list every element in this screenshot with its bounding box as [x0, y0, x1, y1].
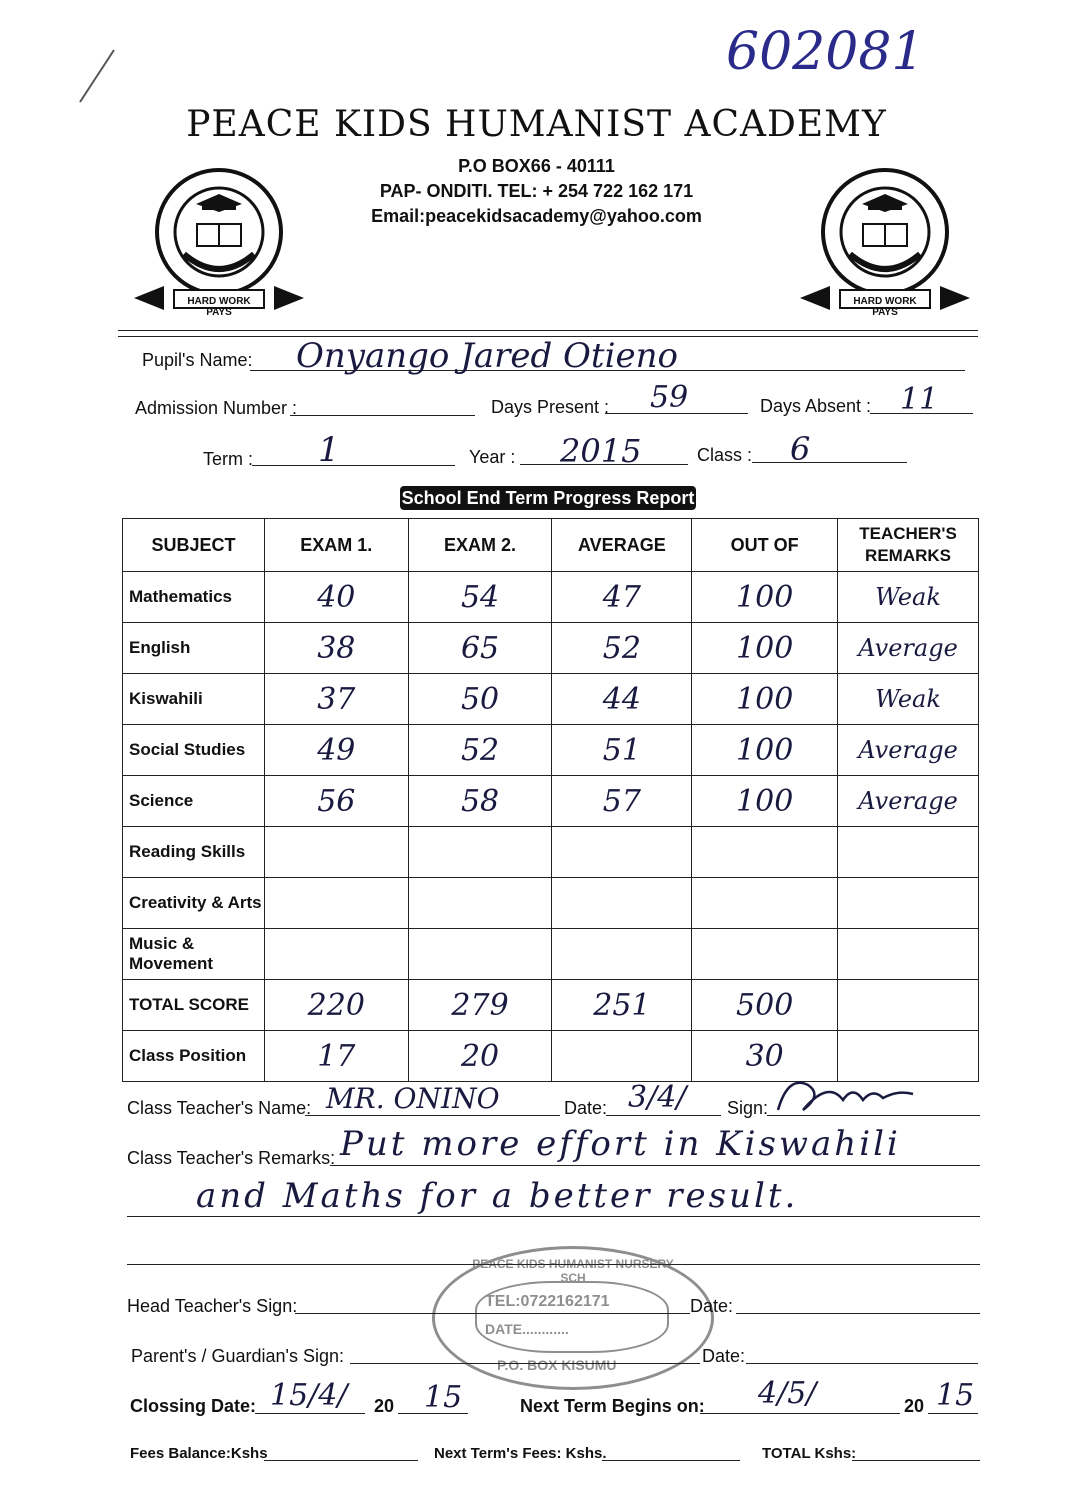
- remarks-cell: [838, 929, 979, 980]
- fees-balance-line: [264, 1460, 418, 1461]
- subject-cell: Mathematics: [123, 572, 265, 623]
- exam-1-cell: 37: [264, 674, 408, 725]
- header-subject: SUBJECT: [123, 519, 265, 572]
- class-value: 6: [790, 430, 811, 468]
- average-cell: 44: [552, 674, 692, 725]
- parent-sign-line: [350, 1363, 700, 1364]
- table-row: [123, 776, 979, 827]
- subject-cell: Kiswahili: [123, 674, 265, 725]
- year-value: 2015: [560, 432, 642, 470]
- out-of-cell: 100: [692, 776, 838, 827]
- average-cell: [552, 827, 692, 878]
- class-teacher-remarks-label: Class Teacher's Remarks:: [127, 1148, 336, 1168]
- table-row: [123, 878, 979, 929]
- next-term-fees-line: [602, 1460, 740, 1461]
- next-term-fees-label: Next Term's Fees: Kshs.: [434, 1445, 607, 1462]
- pupil-name-label: Pupil's Name:: [142, 350, 253, 370]
- year-label: Year :: [469, 447, 516, 467]
- subject-cell: Class Position: [123, 1031, 265, 1082]
- date-label: Date:: [564, 1098, 608, 1118]
- term-value: 1: [318, 430, 340, 470]
- stamp-date: DATE............: [485, 1321, 569, 1337]
- exam-1-cell: [264, 929, 408, 980]
- exam-1-cell: 17: [264, 1031, 408, 1082]
- parent-date-label: Date:: [702, 1346, 746, 1366]
- table-row: [123, 572, 979, 623]
- next-year-suffix: 15: [936, 1378, 975, 1413]
- subject-cell: TOTAL SCORE: [123, 980, 265, 1031]
- exam-2-cell: 20: [408, 1031, 552, 1082]
- subject-cell: Science: [123, 776, 265, 827]
- next-term-label: Next Term Begins on:: [520, 1396, 705, 1416]
- stamp-box: P.O. BOX KISUMU: [497, 1357, 617, 1373]
- sign-label: Sign:: [727, 1098, 769, 1118]
- exam-2-cell: 279: [408, 980, 552, 1031]
- stamp-ring-text: PEACE KIDS HUMANIST NURSERY SCH: [472, 1257, 674, 1285]
- head-teacher-sign-line: [295, 1313, 690, 1314]
- teacher-signature: [768, 1070, 918, 1120]
- admission-number-line: [290, 415, 475, 416]
- remarks-line-2: [127, 1216, 980, 1217]
- parent-date-line: [746, 1363, 978, 1364]
- class-teacher-name-label: Class Teacher's Name:: [127, 1098, 312, 1118]
- average-cell: [552, 878, 692, 929]
- exam-2-cell: 58: [408, 776, 552, 827]
- days-absent-value: 11: [900, 382, 939, 417]
- fees-balance-label: Fees Balance:Kshs: [130, 1445, 268, 1462]
- header-average: AVERAGE: [552, 519, 692, 572]
- exam-1-cell: 38: [264, 623, 408, 674]
- days-present-label: Days Present :: [491, 397, 610, 417]
- exam-2-cell: [408, 827, 552, 878]
- out-of-cell: 100: [692, 623, 838, 674]
- remarks-cell: Average: [838, 725, 979, 776]
- school-name: PEACE KIDS HUMANIST ACADEMY: [186, 104, 887, 145]
- closing-date-label: Clossing Date:: [130, 1396, 257, 1416]
- exam-2-cell: [408, 878, 552, 929]
- stamp-tel: TEL:0722162171: [485, 1293, 610, 1310]
- remarks-cell: Weak: [838, 572, 979, 623]
- results-table: [122, 518, 979, 1082]
- remarks-text-line-2: and Maths for a better result.: [196, 1176, 799, 1216]
- school-emblem-left: [134, 166, 304, 318]
- address-line-2: PAP- ONDITI. TEL: + 254 722 162 171: [379, 181, 694, 201]
- parent-sign-label: Parent's / Guardian's Sign:: [131, 1346, 344, 1366]
- table-row: [123, 827, 979, 878]
- total-kshs-line: [852, 1460, 980, 1461]
- days-present-value: 59: [650, 380, 689, 415]
- remarks-cell: Weak: [838, 674, 979, 725]
- table-header-row: [123, 519, 979, 572]
- closing-date-value: 15/4/: [270, 1378, 348, 1413]
- out-of-cell: [692, 878, 838, 929]
- average-cell: [552, 1031, 692, 1082]
- remarks-line-1: [330, 1165, 980, 1166]
- date-line: [606, 1115, 721, 1116]
- table-row: [123, 674, 979, 725]
- average-cell: 51: [552, 725, 692, 776]
- head-teacher-date-label: Date:: [690, 1296, 734, 1316]
- class-teacher-name-value: MR. ONINO: [326, 1082, 500, 1115]
- average-cell: 52: [552, 623, 692, 674]
- subject-cell: Reading Skills: [123, 827, 265, 878]
- average-cell: 47: [552, 572, 692, 623]
- exam-1-cell: 56: [264, 776, 408, 827]
- exam-2-cell: 50: [408, 674, 552, 725]
- exam-2-cell: 54: [408, 572, 552, 623]
- admission-number-label: Admission Number :: [135, 398, 298, 418]
- school-stamp: [432, 1246, 714, 1390]
- average-cell: 251: [552, 980, 692, 1031]
- header-rule-1: [118, 330, 978, 331]
- emblem-motto-left: HARD WORK PAYS: [187, 296, 251, 318]
- exam-1-cell: [264, 878, 408, 929]
- out-of-cell: [692, 827, 838, 878]
- pupil-name-value: Onyango Jared Otieno: [296, 336, 678, 376]
- pen-mark: [70, 40, 130, 110]
- next-term-value: 4/5/: [758, 1376, 817, 1411]
- closing-year-prefix: 20: [374, 1396, 395, 1416]
- out-of-cell: 500: [692, 980, 838, 1031]
- remarks-cell: [838, 827, 979, 878]
- exam-2-cell: 52: [408, 725, 552, 776]
- report-title: School End Term Progress Report: [401, 488, 695, 508]
- subject-cell: English: [123, 623, 265, 674]
- average-cell: 57: [552, 776, 692, 827]
- date-value: 3/4/: [628, 1080, 687, 1115]
- closing-date-line: [255, 1413, 365, 1414]
- header-teachers-remarks: TEACHER'S REMARKS: [838, 519, 979, 572]
- subject-cell: Social Studies: [123, 725, 265, 776]
- out-of-cell: 100: [692, 725, 838, 776]
- out-of-cell: 100: [692, 674, 838, 725]
- table-row: [123, 980, 979, 1031]
- class-teacher-name-line: [305, 1115, 560, 1116]
- table-row: [123, 929, 979, 980]
- table-row: [123, 623, 979, 674]
- out-of-cell: [692, 929, 838, 980]
- exam-2-cell: [408, 929, 552, 980]
- total-kshs-label: TOTAL Kshs:: [762, 1445, 857, 1462]
- out-of-cell: 100: [692, 572, 838, 623]
- remarks-cell: [838, 878, 979, 929]
- days-absent-label: Days Absent :: [760, 396, 872, 416]
- exam-1-cell: [264, 827, 408, 878]
- header-exam-2: EXAM 2.: [408, 519, 552, 572]
- head-teacher-date-line: [736, 1313, 980, 1314]
- head-teacher-sign-label: Head Teacher's Sign:: [127, 1296, 298, 1316]
- email-line: Email:peacekidsacademy@yahoo.com: [371, 206, 702, 226]
- exam-1-cell: 40: [264, 572, 408, 623]
- remarks-cell: Average: [838, 776, 979, 827]
- term-label: Term :: [203, 449, 254, 469]
- subject-cell: Music & Movement: [123, 929, 265, 980]
- class-line: [752, 462, 907, 463]
- table-row: [123, 725, 979, 776]
- closing-year-suffix: 15: [424, 1380, 463, 1415]
- class-label: Class :: [697, 445, 753, 465]
- term-line: [252, 465, 455, 466]
- address-line-1: P.O BOX66 - 40111: [458, 156, 615, 176]
- exam-1-cell: 220: [264, 980, 408, 1031]
- next-year-prefix: 20: [904, 1396, 925, 1416]
- header-exam-1: EXAM 1.: [264, 519, 408, 572]
- remarks-text-line-1: Put more effort in Kiswahili: [340, 1124, 901, 1164]
- next-term-line: [700, 1413, 900, 1414]
- subject-cell: Creativity & Arts: [123, 878, 265, 929]
- exam-1-cell: 49: [264, 725, 408, 776]
- out-of-cell: 30: [692, 1031, 838, 1082]
- average-cell: [552, 929, 692, 980]
- remarks-cell: [838, 980, 979, 1031]
- exam-2-cell: 65: [408, 623, 552, 674]
- next-year-line: [928, 1413, 978, 1414]
- reference-number: 602081: [726, 22, 925, 82]
- remarks-cell: Average: [838, 623, 979, 674]
- school-emblem-right: [800, 166, 970, 318]
- emblem-motto-right: HARD WORK PAYS: [853, 296, 917, 318]
- header-out-of: OUT OF: [692, 519, 838, 572]
